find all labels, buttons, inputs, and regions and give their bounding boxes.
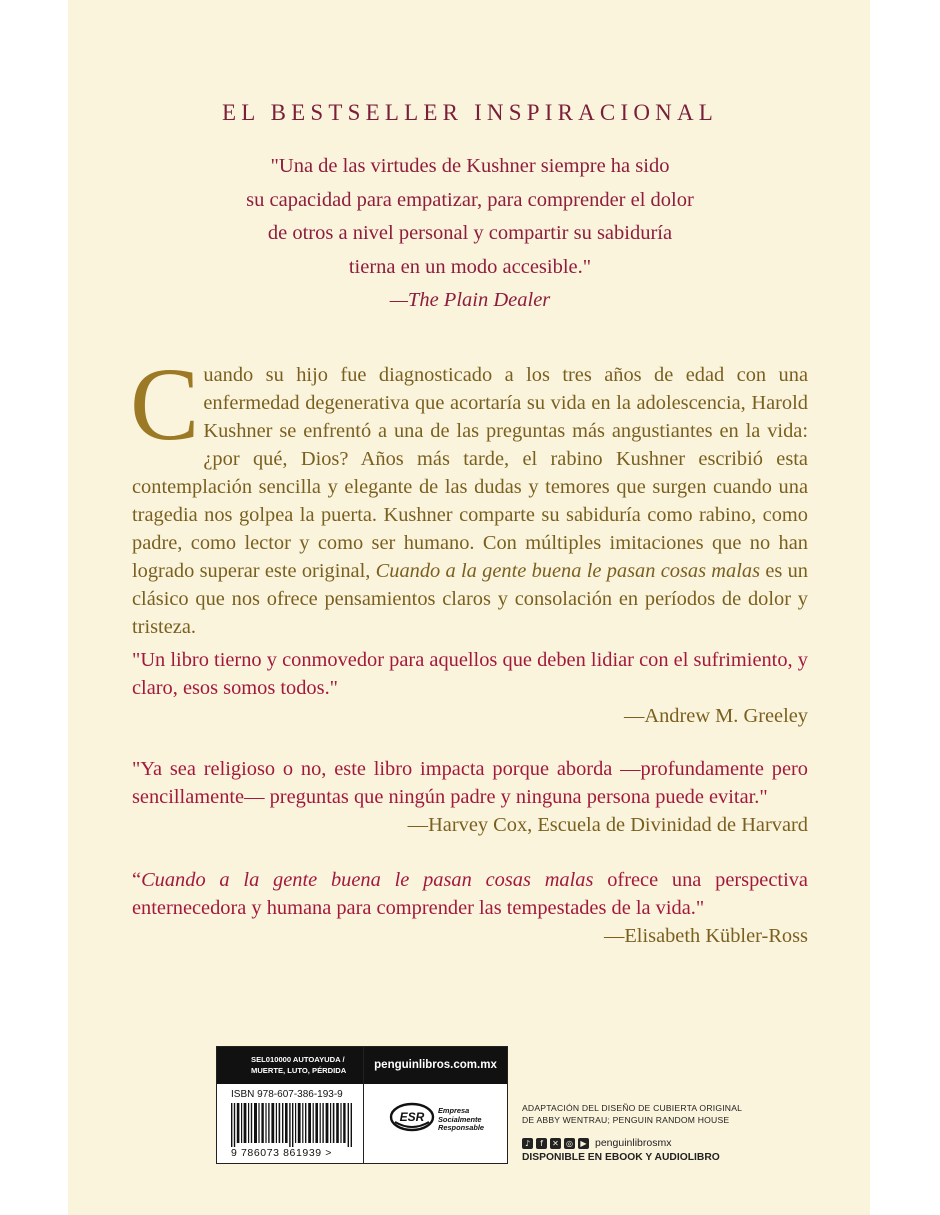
- credits-line: ADAPTACIÓN DEL DISEÑO DE CUBIERTA ORIGINAL: [522, 1103, 743, 1113]
- blurb-attribution: —Elisabeth Kübler-Ross: [603, 925, 808, 947]
- book-description: [130, 347, 808, 641]
- category-label: [217, 1047, 363, 1084]
- barcode-icon: [231, 1103, 353, 1147]
- availability-note: DISPONIBLE EN EBOOK Y AUDIOLIBRO: [522, 1152, 720, 1163]
- blurb-attribution: —Harvey Cox, Escuela de Divinidad de Harvard: [407, 814, 808, 836]
- blurb-quote: [132, 646, 808, 730]
- tiktok-icon[interactable]: ♪: [522, 1138, 533, 1149]
- esr-label-line: Empresa: [438, 1106, 470, 1115]
- blurb-book-title: Cuando a la gente buena le pasan cosas malas: [141, 869, 594, 891]
- lead-quote-line: tierna en un modo accesible.": [348, 255, 592, 278]
- lead-quote-source: —The Plain Dealer: [389, 289, 551, 311]
- blurb-quote: [132, 755, 808, 839]
- esr-label-line: Responsable: [438, 1123, 485, 1132]
- blurb-quote: [132, 866, 808, 950]
- blurb-text: "Un libro tierno y conmovedor para aquellos que deben lidiar con el sufrimiento, y claro, esos somos todos.": [132, 649, 808, 699]
- social-handle[interactable]: penguinlibrosmx: [595, 1137, 672, 1149]
- isbn-label: ISBN 978-607-386-193-9: [231, 1089, 343, 1100]
- blurb-open-quote: “: [132, 869, 142, 891]
- design-credits: [522, 1102, 742, 1126]
- lead-quote-line: su capacidad para empatizar, para comprender el dolor: [246, 188, 694, 211]
- esr-logo-text: ESR: [399, 1110, 425, 1124]
- social-links: [522, 1136, 671, 1150]
- description-text-end: es un clásico que nos ofrece pensamientos claros y consolación en períodos de dolor y tristeza.: [132, 560, 808, 638]
- facebook-icon[interactable]: f: [536, 1138, 547, 1149]
- credits-line: DE ABBY WENTRAU; PENGUIN RANDOM HOUSE: [522, 1115, 730, 1125]
- esr-label-line: Socialmente: [438, 1114, 482, 1124]
- lead-quote-line: de otros a nivel personal y compartir su sabiduría: [267, 222, 673, 244]
- blurb-text: "Ya sea religioso o no, este libro impacta porque aborda —profundamente pero sencillamente— preguntas que ningún padre y ninguna persona puede evitar.": [132, 758, 808, 808]
- blurb-text-rest: ofrece una perspectiva enternecedora y humana para comprender las tempestades de la vida.": [132, 869, 808, 919]
- youtube-icon[interactable]: ▶: [578, 1138, 589, 1149]
- barcode-panel: [216, 1046, 508, 1164]
- lead-quote: [170, 150, 770, 318]
- publisher-website: penguinlibros.com.mx: [364, 1047, 507, 1084]
- category-line: MUERTE, LUTO, PÉRDIDA: [251, 1066, 347, 1075]
- esr-label: [438, 1107, 484, 1133]
- x-icon[interactable]: ✕: [550, 1138, 561, 1149]
- barcode-digits: 9 786073 861939 >: [231, 1147, 332, 1159]
- kicker-heading: EL BESTSELLER INSPIRACIONAL: [221, 100, 719, 125]
- blurb-attribution: —Andrew M. Greeley: [623, 705, 808, 727]
- drop-cap: C: [130, 347, 200, 462]
- esr-logo-icon: [389, 1102, 435, 1132]
- book-title: Cuando a la gente buena le pasan cosas malas: [375, 560, 761, 582]
- category-line: SEL010000 AUTOAYUDA /: [251, 1055, 345, 1064]
- instagram-icon[interactable]: ◎: [564, 1138, 575, 1149]
- blurb-text: [132, 866, 808, 922]
- lead-quote-line: "Una de las virtudes de Kushner siempre ha sido: [270, 155, 670, 177]
- description-text: uando su hijo fue diagnosticado a los tres años de edad con una enfermedad degenerativa que acortaría su vida en la adolescencia, Harold Kushner se enfrentó a una de las preguntas más angustiantes en la vida: ¿por qué, Dios? Años más tarde, el rabino Kushner escribió esta contemplación sencilla y elegante de las dudas y temores que surgen cuando una tragedia nos golpea la puerta. Kushner comparte su sabiduría como rabino, como padre, como lector y como ser humano. Con múltiples imitaciones que no han logrado superar este original,: [132, 364, 808, 582]
